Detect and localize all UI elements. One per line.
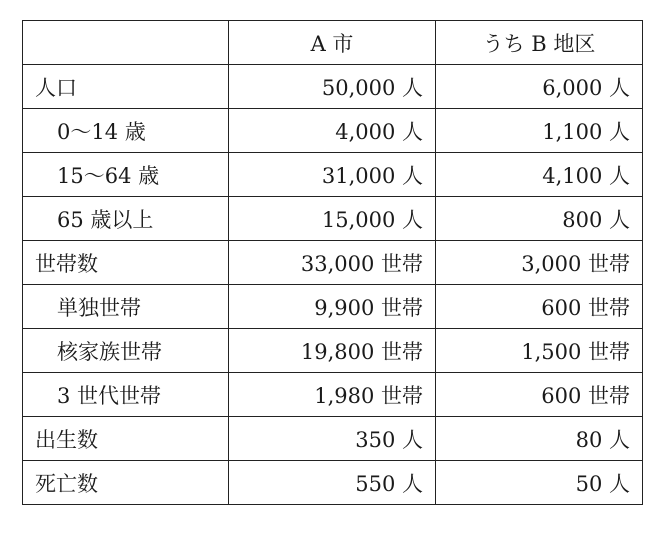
district-b-value: 1,500 世帯 bbox=[436, 329, 643, 373]
table-row bbox=[23, 373, 643, 417]
table-row bbox=[23, 461, 643, 505]
table-row bbox=[23, 109, 643, 153]
row-label: 核家族世帯 bbox=[23, 329, 229, 373]
row-label: 0〜14 歳 bbox=[23, 109, 229, 153]
table-row bbox=[23, 65, 643, 109]
district-b-value: 80 人 bbox=[436, 417, 643, 461]
city-a-value: 15,000 人 bbox=[229, 197, 436, 241]
row-label: 人口 bbox=[23, 65, 229, 109]
city-a-value: 4,000 人 bbox=[229, 109, 436, 153]
header-empty-cell bbox=[23, 21, 229, 65]
district-b-value: 4,100 人 bbox=[436, 153, 643, 197]
row-label: 単独世帯 bbox=[23, 285, 229, 329]
table-row bbox=[23, 329, 643, 373]
table-row bbox=[23, 285, 643, 329]
city-a-value: 50,000 人 bbox=[229, 65, 436, 109]
district-b-value: 800 人 bbox=[436, 197, 643, 241]
district-b-value: 1,100 人 bbox=[436, 109, 643, 153]
district-b-value: 50 人 bbox=[436, 461, 643, 505]
row-label: 世帯数 bbox=[23, 241, 229, 285]
city-a-value: 350 人 bbox=[229, 417, 436, 461]
header-city-a: A 市 bbox=[229, 21, 436, 65]
header-district-b: うち B 地区 bbox=[436, 21, 643, 65]
district-b-value: 600 世帯 bbox=[436, 285, 643, 329]
district-b-value: 6,000 人 bbox=[436, 65, 643, 109]
city-a-value: 550 人 bbox=[229, 461, 436, 505]
statistics-table bbox=[22, 20, 643, 505]
district-b-value: 3,000 世帯 bbox=[436, 241, 643, 285]
table-row bbox=[23, 197, 643, 241]
row-label: 死亡数 bbox=[23, 461, 229, 505]
row-label: 65 歳以上 bbox=[23, 197, 229, 241]
row-label: 出生数 bbox=[23, 417, 229, 461]
city-a-value: 33,000 世帯 bbox=[229, 241, 436, 285]
table-header-row bbox=[23, 21, 643, 65]
table-row bbox=[23, 153, 643, 197]
table-row bbox=[23, 241, 643, 285]
city-a-value: 19,800 世帯 bbox=[229, 329, 436, 373]
district-b-value: 600 世帯 bbox=[436, 373, 643, 417]
city-a-value: 1,980 世帯 bbox=[229, 373, 436, 417]
row-label: 15〜64 歳 bbox=[23, 153, 229, 197]
table-body bbox=[23, 65, 643, 505]
table-row bbox=[23, 417, 643, 461]
city-a-value: 9,900 世帯 bbox=[229, 285, 436, 329]
city-a-value: 31,000 人 bbox=[229, 153, 436, 197]
statistics-table-container bbox=[22, 20, 643, 505]
row-label: 3 世代世帯 bbox=[23, 373, 229, 417]
